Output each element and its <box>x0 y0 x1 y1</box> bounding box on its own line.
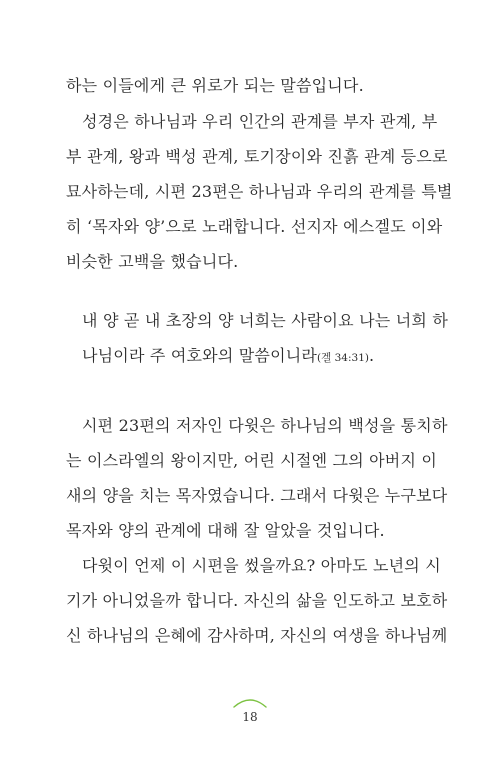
body-line: 성경은 하나님과 우리 인간의 관계를 부자 관계, 부 <box>82 112 438 131</box>
body-line: 묘사하는데, 시편 23편은 하나님과 우리의 관계를 특별 <box>66 182 453 201</box>
body-line: 새의 양을 치는 목자였습니다. 그래서 다윗은 누구보다 <box>66 486 448 505</box>
scripture-reference: (겔 34:31) <box>317 352 369 364</box>
decorative-arc-icon <box>230 696 270 710</box>
quote-line <box>66 344 436 370</box>
body-line: 하는 이들에게 큰 위로가 되는 말씀입니다. <box>66 76 364 95</box>
page-footer <box>220 696 280 736</box>
page-number: 18 <box>242 710 258 724</box>
body-line: 시편 23편의 저자인 다윗은 하나님의 백성을 통치하 <box>82 416 448 435</box>
quote-period: . <box>368 346 375 365</box>
body-line: 신 하나님의 은혜에 감사하며, 자신의 여생을 하나님께 <box>66 626 448 645</box>
body-line: 히 ‘목자와 양’으로 노래합니다. 선지자 에스겔도 이와 <box>66 217 443 236</box>
body-line: 는 이스라엘의 왕이지만, 어린 시절엔 그의 아버지 이 <box>66 451 438 470</box>
body-line: 비슷한 고백을 했습니다. <box>66 252 239 271</box>
body-line: 목자와 양의 관계에 대해 잘 알았을 것입니다. <box>66 521 385 540</box>
body-line: 부 관계, 왕과 백성 관계, 토기장이와 진흙 관계 등으로 <box>66 147 448 166</box>
body-line: 다윗이 언제 이 시편을 썼을까요? 아마도 노년의 시 <box>82 556 441 575</box>
body-line: 기가 아니었을까 합니다. 자신의 삶을 인도하고 보호하 <box>66 591 448 610</box>
quote-text: 나님이라 주 여호와의 말씀이니라 <box>82 346 318 365</box>
quote-line: 내 양 곧 내 초장의 양 너희는 사람이요 나는 너희 하 <box>82 311 448 330</box>
